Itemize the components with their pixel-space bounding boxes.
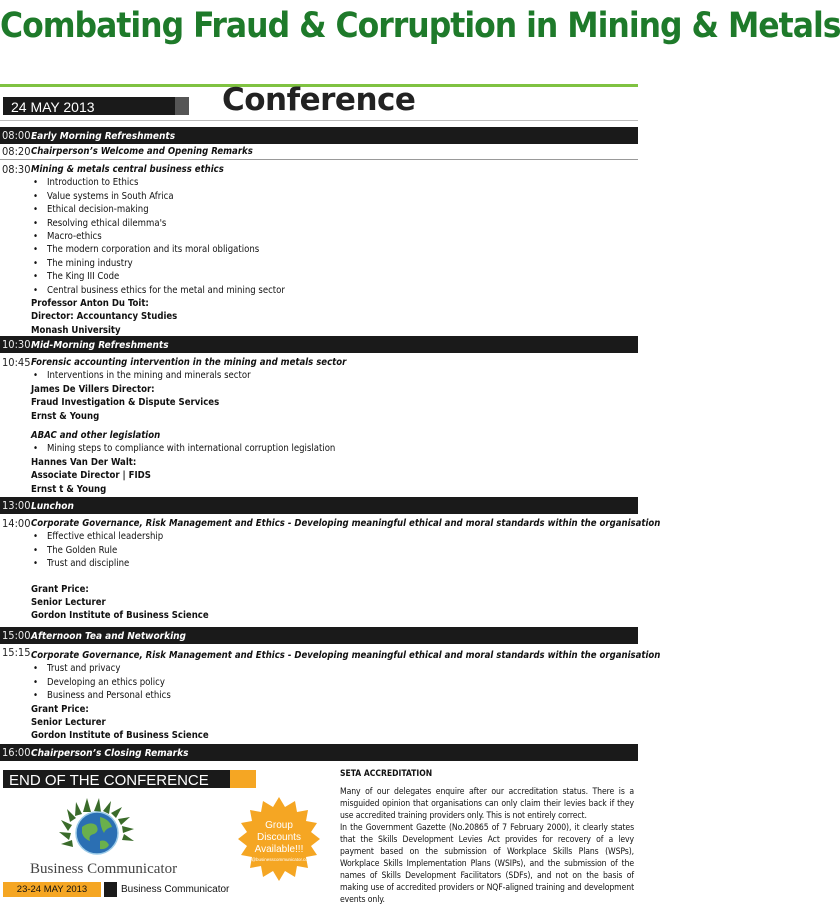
- session-title: Corporate Governance, Risk Management and Ethics - Developing meaningful ethical and moral standards within the organisation: [31, 518, 661, 529]
- topic-bullet: • Trust and discipline: [31, 557, 636, 570]
- agenda-break-bar: [0, 336, 638, 353]
- speaker-line: Monash University: [31, 324, 121, 336]
- topic-bullet: • The mining industry: [31, 257, 636, 270]
- topic-bullet: • Interventions in the mining and minerals sector: [31, 369, 636, 382]
- badge-line: Available!!!: [254, 844, 304, 855]
- topic-bullet: • Developing an ethics policy: [31, 676, 636, 689]
- topic-bullet: • Value systems in South Africa: [31, 190, 636, 203]
- topic-bullet: • The modern corporation and its moral obligations: [31, 243, 636, 256]
- end-banner: [3, 770, 256, 788]
- logo-wordmark: Business Communicator: [30, 861, 178, 877]
- end-label: END OF THE CONFERENCE: [9, 772, 209, 789]
- session-label: Mid-Morning Refreshments: [31, 340, 169, 351]
- speaker-line: Fraud Investigation & Dispute Services: [31, 397, 220, 409]
- session-title: Mining & metals central business ethics: [31, 164, 224, 175]
- speaker-line: Grant Price:: [31, 583, 89, 595]
- session-time: 08:30: [2, 163, 31, 176]
- speaker-line: Gordon Institute of Business Science: [31, 730, 209, 742]
- footer-brand: Business Communicator: [121, 884, 230, 895]
- agenda-break-bar: [0, 127, 638, 144]
- session-time: 14:00: [2, 517, 31, 530]
- speaker-line: Ernst & Young: [31, 410, 100, 422]
- speaker-line: Professor Anton Du Toit:: [31, 298, 149, 310]
- agenda-break-bar: [0, 627, 638, 644]
- topic-bullet: • Central business ethics for the metal and mining sector: [31, 284, 636, 297]
- discount-badge-text: [235, 820, 323, 863]
- session-time: 08:00: [2, 129, 31, 142]
- speaker-line: Senior Lecturer: [31, 717, 106, 729]
- seta-paragraph: Many of our delegates enquire after our accreditation status. There is a misguided opinion that organisations can only claim their levies back if they use accredited training providers only. This is not entirely correct.: [340, 787, 634, 821]
- seta-paragraph: In the Government Gazette (No.20865 of 7 February 2000), it clearly states that the Skills Development Levies Act provides for recovery of a levy payment based on the submission of Workplace Skills Plans (WSPs), Workplace Skills Implementation Plans (WSIPs), and the submission of the names of Skills Development Facilitators (SDFs), and not on the basis of making use of accredited providers or NQF-aligned training and development events only.: [340, 823, 634, 905]
- topic-bullet: • Mining steps to compliance with international corruption legislation: [31, 442, 636, 455]
- footer-square: [104, 882, 117, 897]
- seta-body: [340, 786, 634, 906]
- badge-line: Group: [265, 820, 293, 831]
- event-date: 24 MAY 2013: [11, 99, 95, 115]
- session-title: Corporate Governance, Risk Management and Ethics - Developing meaningful ethical and moral standards within the organisation: [31, 650, 661, 661]
- speaker-line: Hannes Van Der Walt:: [31, 456, 137, 468]
- topic-bullet: • Resolving ethical dilemma's: [31, 217, 636, 230]
- badge-email: info@businesscommunicator.co.za: [244, 857, 314, 862]
- session-time: 16:00: [2, 746, 31, 759]
- agenda-break-bar: [0, 744, 638, 761]
- topic-bullet: • Ethical decision-making: [31, 203, 636, 216]
- topic-bullet: • Business and Personal ethics: [31, 689, 636, 702]
- session-label: Afternoon Tea and Networking: [31, 631, 186, 642]
- session-title: Chairperson’s Welcome and Opening Remarks: [31, 146, 253, 157]
- session-title: ABAC and other legislation: [31, 430, 161, 442]
- topic-bullet: • Trust and privacy: [31, 662, 636, 675]
- divider: [0, 159, 638, 160]
- session-time: 13:00: [2, 499, 31, 512]
- speaker-line: James De Villers Director:: [31, 383, 155, 395]
- date-banner: [3, 97, 189, 115]
- topic-bullet: • Introduction to Ethics: [31, 176, 636, 189]
- session-time: 10:30: [2, 338, 31, 351]
- session-label: Chairperson’s Closing Remarks: [31, 748, 189, 759]
- session-label: Lunchon: [31, 501, 74, 512]
- topic-bullet: • The Golden Rule: [31, 544, 636, 557]
- session-time: 15:00: [2, 629, 31, 642]
- session-time: 10:45: [2, 356, 31, 369]
- speaker-line: Ernst t & Young: [31, 483, 107, 495]
- speaker-line: Gordon Institute of Business Science: [31, 610, 209, 622]
- speaker-line: Senior Lecturer: [31, 597, 106, 609]
- session-label: Early Morning Refreshments: [31, 131, 176, 142]
- topic-bullet: • Effective ethical leadership: [31, 530, 636, 543]
- topic-bullet: • Macro-ethics: [31, 230, 636, 243]
- footer-dates: 23-24 MAY 2013: [3, 882, 101, 897]
- speaker-line: Associate Director | FIDS: [31, 470, 151, 482]
- divider: [0, 120, 638, 121]
- seta-heading: SETA ACCREDITATION: [340, 769, 433, 779]
- session-title: Forensic accounting intervention in the mining and metals sector: [31, 357, 347, 368]
- business-communicator-logo: [30, 795, 205, 879]
- session-time: 08:20: [2, 145, 31, 158]
- agenda-break-bar: [0, 497, 638, 514]
- conference-heading: Conference: [222, 82, 416, 118]
- badge-line: Discounts: [257, 832, 301, 843]
- speaker-line: Director: Accountancy Studies: [31, 311, 178, 323]
- brochure-title: Combating Fraud & Corruption in Mining & Metals: [0, 6, 840, 46]
- topic-bullet: • The King III Code: [31, 270, 636, 283]
- session-time: 15:15: [2, 646, 31, 659]
- speaker-line: Grant Price:: [31, 703, 89, 715]
